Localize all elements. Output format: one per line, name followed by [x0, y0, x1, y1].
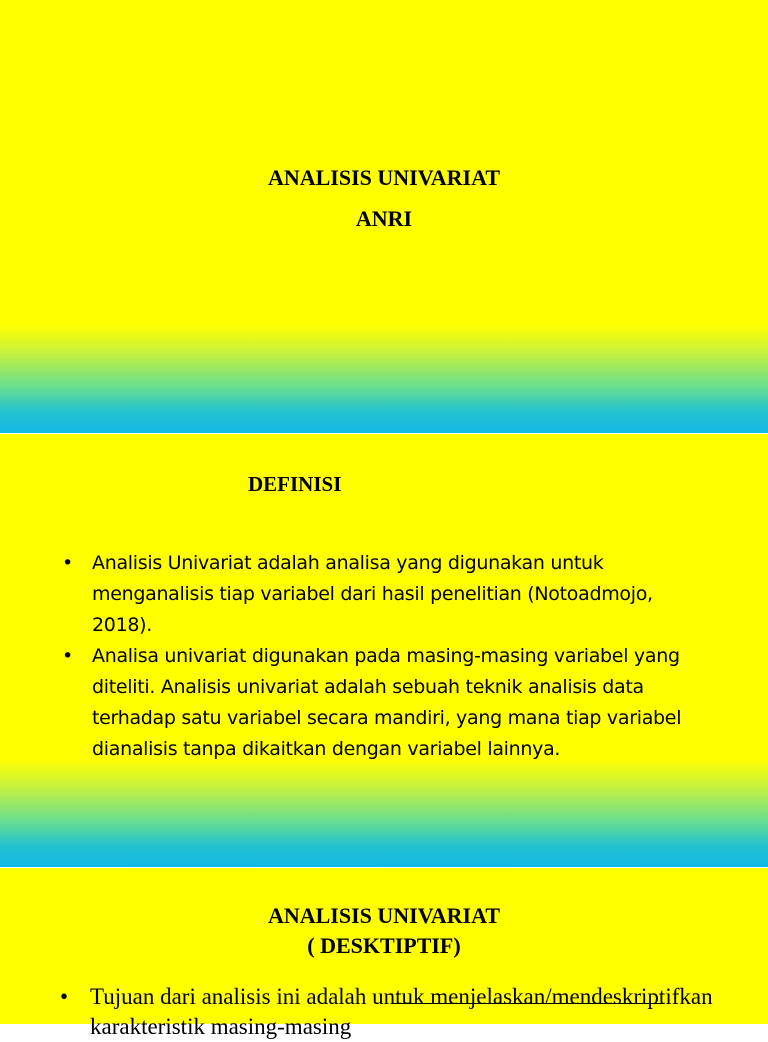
purpose-list [60, 982, 730, 1042]
slide-2-heading: DEFINISI [248, 472, 342, 496]
underline-rule [392, 1003, 664, 1004]
slide-1-title: ANALISIS UNIVARIAT [267, 165, 501, 190]
definition-list [62, 548, 702, 765]
slide-3-subtitle: ( DESKTIPTIF) [307, 933, 461, 958]
slide-1 [0, 0, 768, 433]
definition-item: • Analisa univariat digunakan pada masing-masing variabel yang diteliti. Analisis univariat adalah sebuah teknik analisis data terhadap satu variabel secara mandiri, yang mana tiap variabel dianalisis tanpa dikaitkan dengan variabel lainnya. [62, 641, 702, 765]
purpose-item: • Tujuan dari analisis ini adalah untuk menjelaskan/mendeskriptifkan karakteristik masing-masing [60, 982, 730, 1042]
gradient-band [0, 325, 768, 433]
slide-1-subtitle: ANRI [355, 206, 413, 231]
definition-item: • Analisis Univariat adalah analisa yang digunakan untuk menganalisis tiap variabel dari hasil penelitian (Notoadmojo, 2018). [62, 548, 702, 641]
slide-3 [0, 868, 768, 1039]
slide-3-title: ANALISIS UNIVARIAT [267, 903, 501, 928]
gradient-band [0, 759, 768, 867]
slide-2 [0, 434, 768, 867]
